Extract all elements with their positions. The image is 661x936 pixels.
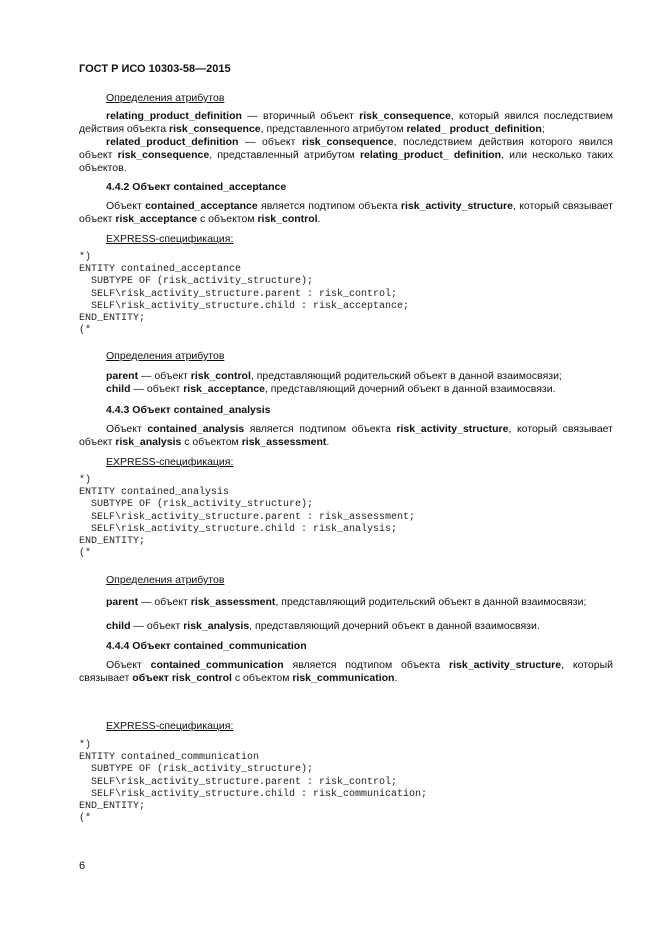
paragraph-contained-communication (79, 659, 613, 685)
attribute-child-definition (79, 620, 613, 633)
paragraph-relating-product-definition (79, 110, 613, 136)
bold-term: child (106, 620, 131, 632)
text-run: ; (541, 123, 545, 135)
text-run: — объект (138, 596, 191, 608)
text-run: , представленный атрибутом (209, 149, 360, 161)
text-run: , представляющий родительский объект в данной взаимосвязи; (275, 596, 587, 608)
bold-term: risk_activity_structure (449, 659, 562, 671)
bold-term: risk_consequence (169, 123, 261, 135)
page-number: 6 (79, 860, 86, 872)
bold-term: relating_product_definition (106, 110, 242, 122)
bold-term: risk_activity_structure (396, 423, 509, 435)
text-run: с объектом (197, 213, 258, 225)
attribute-definitions-heading: Определения атрибутов (106, 574, 225, 586)
section-heading-4-4-4: 4.4.4 Объект contained_communication (106, 640, 307, 652)
bold-term: contained_communication (150, 659, 284, 671)
bold-term: risk_acceptance (115, 213, 198, 225)
bold-term: risk_consequence (117, 149, 210, 161)
bold-term: risk_assessment (190, 596, 276, 608)
bold-term: child (106, 383, 131, 395)
text-run: , представляющий родительский объект в данной взаимосвязи; (250, 370, 562, 382)
bold-term: risk_consequence (359, 110, 451, 122)
bold-term: risk_communication (292, 672, 395, 684)
text-run: , который явился последствием действия объекта (79, 110, 613, 135)
bold-term: risk_consequence (301, 136, 394, 148)
text-run: . (317, 213, 321, 225)
text-run: — объект (130, 383, 184, 395)
text-run: , последствием действия которого явился объект (79, 136, 613, 161)
bold-term: объект risk_control (132, 672, 232, 684)
text-run: , представляющий дочерний объект в данной взаимосвязи. (249, 620, 540, 632)
text-run: является подтипом объекта (257, 200, 401, 212)
bold-term: related_product_definition (106, 136, 239, 148)
attribute-parent-definition (79, 370, 613, 383)
attribute-child-definition (79, 383, 613, 396)
text-run: — вторичный объект (241, 110, 360, 122)
text-run: с объектом (181, 436, 242, 448)
attribute-definitions-heading: Определения атрибутов (106, 350, 225, 362)
text-run: с объектом (231, 672, 293, 684)
attribute-definitions-heading: Определения атрибутов (106, 92, 225, 104)
document-header: ГОСТ Р ИСО 10303-58—2015 (79, 63, 231, 75)
bold-term: parent (106, 596, 139, 608)
text-run: , или несколько таких объектов. (79, 149, 613, 174)
express-specification-label: EXPRESS-спецификация: (106, 456, 234, 468)
paragraph-related-product-definition (79, 136, 613, 175)
text-run: , который связывает объект (79, 423, 613, 448)
text-run: Объект (106, 659, 151, 671)
text-run: — объект (138, 370, 191, 382)
bold-term: risk_analysis (115, 436, 182, 448)
paragraph-contained-analysis (79, 423, 613, 449)
text-run: является подтипом объекта (283, 659, 450, 671)
express-code-block: *) ENTITY contained_analysis SUBTYPE OF (risk_activity_structure); SELF\risk_activity_structure.parent : risk_assessment; SELF\risk_activity_structure.child : risk_analysis; END_ENTITY; (* (79, 475, 416, 560)
text-run: , представляющий дочерний объект в данной взаимосвязи. (264, 383, 556, 395)
text-run: — объект (130, 620, 184, 632)
text-run: . (394, 672, 398, 684)
text-run: — объект (238, 136, 302, 148)
text-run: . (326, 436, 330, 448)
bold-term: risk_analysis (183, 620, 250, 632)
bold-term: related_ product_definition (406, 123, 542, 135)
bold-term: contained_acceptance (145, 200, 258, 212)
text-run: , который связывает (79, 659, 613, 684)
section-heading-4-4-3: 4.4.3 Объект contained_analysis (106, 404, 271, 416)
text-run: Объект (106, 423, 148, 435)
bold-term: risk_assessment (241, 436, 327, 448)
text-run: , который связывает объект (79, 200, 613, 225)
attribute-parent-definition (79, 596, 613, 609)
text-run: , представленного атрибутом (260, 123, 407, 135)
express-code-block: *) ENTITY contained_communication SUBTYPE OF (risk_activity_structure); SELF\risk_activity_structure.parent : risk_control; SELF\risk_activity_structure.child : risk_communication; END_ENTITY; (* (79, 740, 428, 825)
bold-term: risk_acceptance (183, 383, 265, 395)
section-heading-4-4-2: 4.4.2 Объект contained_acceptance (106, 181, 287, 193)
express-specification-label: EXPRESS-спецификация: (106, 233, 234, 245)
bold-term: relating_product_ definition (359, 149, 502, 161)
bold-term: contained_analysis (147, 423, 245, 435)
express-code-block: *) ENTITY contained_acceptance SUBTYPE OF (risk_activity_structure); SELF\risk_activity_structure.parent : risk_control; SELF\risk_activity_structure.child : risk_acceptance; END_ENTITY; (* (79, 252, 410, 337)
bold-term: parent (106, 370, 139, 382)
bold-term: risk_activity_structure (400, 200, 513, 212)
express-specification-label: EXPRESS-спецификация: (106, 720, 234, 732)
text-run: Объект (106, 200, 146, 212)
text-run: является подтипом объекта (244, 423, 397, 435)
bold-term: risk_control (190, 370, 251, 382)
paragraph-contained-acceptance (79, 200, 613, 226)
bold-term: risk_control (257, 213, 318, 225)
